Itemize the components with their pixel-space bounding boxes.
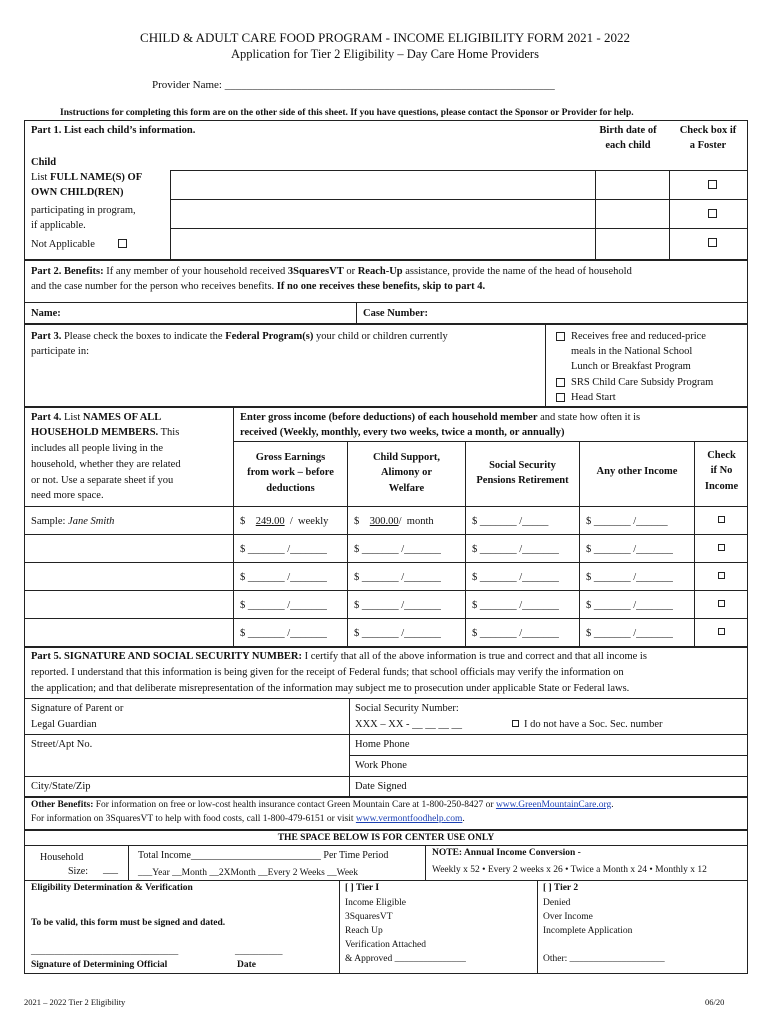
member-name-input-1[interactable] bbox=[25, 535, 233, 562]
center-line bbox=[425, 845, 426, 880]
part2-skip-note: If no one receives these benefits, skip to part 4. bbox=[276, 281, 486, 292]
p5-line bbox=[24, 734, 748, 735]
other-benefits-l1-end: . bbox=[611, 800, 614, 810]
member-4-income-col-1[interactable]: $ _______ /_______ bbox=[240, 628, 327, 639]
foster-checkbox-1[interactable] bbox=[708, 180, 717, 189]
part5-label: Part 5 bbox=[31, 651, 59, 662]
part2-3squares: 3SquaresVT bbox=[287, 266, 344, 277]
instructions-text: Instructions for completing this form are on the other side of this sheet. If you have questions, please contact the Sponsor or Provider for help. bbox=[60, 108, 634, 118]
p1-grid-line bbox=[669, 170, 670, 260]
part2-text-line1 bbox=[31, 265, 632, 278]
income-header-line1 bbox=[240, 411, 640, 424]
ssn-input[interactable]: XXX – XX - __ __ __ __ bbox=[355, 719, 463, 730]
part3-text1a: Please check the boxes to indicate the bbox=[61, 331, 226, 342]
part4-text-line1 bbox=[31, 411, 161, 424]
col-social-security-l1: Social Security bbox=[489, 460, 556, 471]
form-title: CHILD & ADULT CARE FOOD PROGRAM - INCOME ELIGIBILITY FORM 2021 - 2022 bbox=[140, 30, 630, 45]
official-signature-label: Signature of Determining Official bbox=[31, 960, 168, 970]
part4-household-members: HOUSEHOLD MEMBERS. bbox=[31, 427, 159, 438]
foster-header-l2: a Foster bbox=[689, 140, 727, 151]
school-meals-label-l1: Receives free and reduced-price bbox=[571, 331, 706, 342]
tier2-checkbox[interactable]: [ ] Tier 2 bbox=[543, 883, 579, 893]
home-phone-field[interactable]: Home Phone bbox=[355, 739, 410, 750]
other-benefits-l1: For information on free or low-cost health insurance contact Green Mountain Care at 1-800-250-8427 or bbox=[93, 800, 496, 810]
tier2-item: Incomplete Application bbox=[543, 926, 633, 936]
child-name-input-1[interactable] bbox=[171, 171, 595, 199]
srs-subsidy-label: SRS Child Care Subsidy Program bbox=[571, 377, 714, 388]
sample-no-income-checkbox bbox=[718, 516, 725, 523]
case-number-field[interactable]: Case Number: bbox=[363, 308, 429, 319]
center-use-banner: THE SPACE BELOW IS FOR CENTER USE ONLY bbox=[277, 833, 495, 843]
guardian-signature-l2: Legal Guardian bbox=[31, 719, 97, 730]
part2-text1c: or bbox=[343, 266, 358, 277]
guardian-signature-field[interactable] bbox=[25, 699, 349, 734]
col-social-security-l2: Pensions Retirement bbox=[476, 475, 569, 486]
city-state-zip-field[interactable]: City/State/Zip bbox=[31, 781, 91, 792]
slash: / bbox=[398, 516, 402, 527]
srs-subsidy-checkbox[interactable] bbox=[556, 378, 565, 387]
p4-row-line bbox=[24, 506, 748, 507]
sample-gross-earnings bbox=[240, 515, 328, 528]
footer-right: 06/20 bbox=[705, 997, 725, 1007]
sample-gross-value: 249.00 bbox=[255, 516, 285, 527]
part4-text-line5: or not. Use a separate sheet if you bbox=[31, 475, 174, 486]
green-mountain-care-link[interactable]: www.GreenMountainCare.org bbox=[495, 800, 612, 810]
child-label: Child bbox=[31, 157, 57, 168]
form-subtitle: Application for Tier 2 Eligibility – Day Care Home Providers bbox=[231, 47, 539, 61]
center-line bbox=[537, 880, 538, 974]
child-list-label bbox=[31, 171, 142, 184]
birth-date-header-l1: Birth date of bbox=[599, 125, 657, 136]
part2-label: Part 2. Benefits: bbox=[31, 266, 104, 277]
other-benefits-l2-end: . bbox=[462, 814, 465, 824]
official-date-label: Date bbox=[237, 960, 256, 970]
p1-grid-line bbox=[595, 170, 596, 260]
school-meals-checkbox[interactable] bbox=[556, 332, 565, 341]
sample-gross-frequency: weekly bbox=[298, 516, 329, 527]
p5-line bbox=[24, 776, 748, 777]
part4-text-a: List bbox=[61, 412, 83, 423]
official-date-line[interactable]: __________ bbox=[235, 947, 283, 957]
benefit-name-field[interactable]: Name: bbox=[31, 308, 61, 319]
part5-text-line3: the application; and that deliberate misrepresentation of the information may subject me to prosecution under applicable State or Federal laws. bbox=[31, 683, 630, 694]
member-name-input-4[interactable] bbox=[25, 619, 233, 646]
full-name-l1: FULL NAME(S) OF bbox=[49, 172, 143, 183]
col-no-income-l2: if No bbox=[710, 465, 733, 476]
school-meals-label-l2: meals in the National School bbox=[571, 346, 693, 357]
time-period-options[interactable]: ___Year __Month __2XMonth __Every 2 Weeks __Week bbox=[138, 868, 359, 878]
member-2-income-col-1[interactable]: $ _______ /_______ bbox=[240, 572, 327, 583]
total-income-field[interactable]: Total Income__________________________ Per Time Period bbox=[138, 850, 389, 861]
part4-text-d: This bbox=[158, 427, 180, 438]
part2-text2a: and the case number for the person who receives benefits. bbox=[31, 281, 277, 292]
part1-heading: Part 1. List each child’s information. bbox=[31, 125, 196, 136]
sample-name: Jane Smith bbox=[68, 516, 115, 527]
p4-header-line bbox=[233, 441, 748, 442]
col-no-income-l1: Check bbox=[707, 450, 736, 461]
part3-text-line2: participate in: bbox=[31, 346, 90, 357]
no-ssn-checkbox[interactable] bbox=[512, 720, 519, 727]
col-gross-earnings-l2: from work – before bbox=[247, 467, 334, 478]
sample-support-value: 300.00 bbox=[369, 516, 399, 527]
child-name-input-2[interactable] bbox=[171, 200, 595, 228]
p5-line bbox=[349, 698, 350, 797]
participating-text: participating in program, bbox=[31, 205, 136, 216]
not-applicable-label: Not Applicable bbox=[31, 239, 95, 250]
foster-header-l1: Check box if bbox=[679, 125, 737, 136]
tier2-other-field[interactable]: Other: ____________________ bbox=[543, 954, 665, 964]
member-1-income-col-2[interactable]: $ _______ /_______ bbox=[354, 544, 441, 555]
official-signature-line[interactable]: _______________________________ bbox=[31, 947, 179, 957]
other-benefits-label: Other Benefits: bbox=[31, 800, 94, 810]
part5-l1: I certify that all of the above information is true and correct and that all income is bbox=[302, 651, 647, 662]
part3-federal-programs: Federal Program(s) bbox=[225, 331, 314, 342]
head-start-label: Head Start bbox=[571, 392, 616, 403]
sample-support-frequency: month bbox=[406, 516, 434, 527]
validity-note: To be valid, this form must be signed and dated. bbox=[31, 918, 226, 928]
member-2-no-income-checkbox[interactable] bbox=[718, 572, 725, 579]
col-gross-earnings-l3: deductions bbox=[266, 483, 315, 494]
member-1-no-income-checkbox[interactable] bbox=[718, 544, 725, 551]
part3-text1c: your child or children currently bbox=[313, 331, 448, 342]
part2-reachup: Reach-Up bbox=[357, 266, 403, 277]
col-child-support-l2: Alimony or bbox=[380, 467, 433, 478]
tier2-item: Denied bbox=[543, 898, 571, 908]
center-line bbox=[24, 880, 748, 881]
work-phone-field[interactable]: Work Phone bbox=[355, 760, 407, 771]
part4-text-line6: need more space. bbox=[31, 490, 104, 501]
member-3-income-col-2[interactable]: $ _______ /_______ bbox=[354, 600, 441, 611]
col-other-income: Any other Income bbox=[596, 466, 678, 477]
p5-line bbox=[349, 755, 748, 756]
foster-checkbox-3[interactable] bbox=[708, 238, 717, 247]
tier1-checkbox[interactable]: [ ] Tier I bbox=[345, 883, 380, 893]
date-signed-field[interactable]: Date Signed bbox=[355, 781, 407, 792]
sample-label: Sample: bbox=[31, 516, 69, 527]
part4-names-all: NAMES OF ALL bbox=[82, 412, 162, 423]
child-name-input-3[interactable] bbox=[171, 229, 595, 259]
p2-divider bbox=[356, 302, 357, 324]
part2-text1e: assistance, provide the name of the head of household bbox=[402, 266, 632, 277]
tier1-item: Income Eligible bbox=[345, 898, 406, 908]
member-4-income-col-2[interactable]: $ _______ /_______ bbox=[354, 628, 441, 639]
income-header-l1a: Enter gross income (before deductions) of each household member bbox=[240, 412, 538, 423]
dollar-sign: $ bbox=[240, 516, 246, 527]
foster-checkbox-2[interactable] bbox=[708, 209, 717, 218]
p3-divider bbox=[545, 324, 546, 407]
household-size-l1: Household bbox=[40, 852, 84, 863]
tier1-item: Verification Attached bbox=[345, 940, 426, 950]
part4-label: Part 4. bbox=[31, 412, 62, 423]
part4-text-line4: household, whether they are related bbox=[31, 459, 181, 470]
sample-social-security: $ _______ /_____ bbox=[472, 516, 549, 527]
member-1-income-col-4[interactable]: $ _______ /_______ bbox=[586, 544, 673, 555]
other-benefits-line2 bbox=[31, 813, 465, 826]
income-header-l1b: and state how often it is bbox=[537, 412, 641, 423]
household-size-input[interactable]: ___ bbox=[103, 864, 118, 875]
household-size-l2: Size: bbox=[68, 866, 88, 877]
slash: / bbox=[289, 516, 293, 527]
part4-text-line2 bbox=[31, 426, 179, 439]
part5-text-line2: reported. I understand that this information is being given for the receipt of Federal funds; that school officials may verify the information on bbox=[31, 667, 624, 678]
ssn-label: Social Security Number: bbox=[355, 703, 459, 714]
footer-left: 2021 – 2022 Tier 2 Eligibility bbox=[24, 997, 126, 1007]
list-prefix: List bbox=[31, 172, 50, 183]
other-benefits-l2: For information on 3SquaresVT to help with food costs, call 1-800-479-6151 or visit bbox=[31, 814, 356, 824]
part5-text-line1 bbox=[31, 650, 647, 663]
sample-row-label bbox=[31, 515, 114, 528]
member-3-income-col-3[interactable]: $ _______ /_______ bbox=[472, 600, 559, 611]
member-name-input-3[interactable] bbox=[25, 591, 233, 618]
birth-date-header-l2: each child bbox=[605, 140, 651, 151]
member-name-input-2[interactable] bbox=[25, 563, 233, 590]
member-2-income-col-2[interactable]: $ _______ /_______ bbox=[354, 572, 441, 583]
member-2-income-col-4[interactable]: $ _______ /_______ bbox=[586, 572, 673, 583]
full-name-l2: OWN CHILD(REN) bbox=[31, 187, 124, 198]
p2-divider bbox=[24, 302, 748, 303]
member-4-income-col-4[interactable]: $ _______ /_______ bbox=[586, 628, 673, 639]
tier1-item: 3SquaresVT bbox=[345, 912, 393, 922]
no-ssn-label: I do not have a Soc. Sec. number bbox=[524, 719, 663, 730]
center-line bbox=[128, 845, 129, 880]
street-address-field[interactable]: Street/Apt No. bbox=[31, 739, 93, 750]
school-meals-label-l3: Lunch or Breakfast Program bbox=[571, 361, 691, 372]
not-applicable-checkbox[interactable] bbox=[118, 239, 127, 248]
conversion-note-text: Weekly x 52 • Every 2 weeks x 26 • Twice a Month x 24 • Monthly x 12 bbox=[432, 865, 707, 875]
member-3-income-col-1[interactable]: $ _______ /_______ bbox=[240, 600, 327, 611]
income-header-line2: received (Weekly, monthly, every two weeks, twice a month, or annually) bbox=[240, 427, 565, 438]
center-line bbox=[24, 845, 748, 846]
center-line bbox=[339, 880, 340, 974]
part5-heading: . SIGNATURE AND SOCIAL SECURITY NUMBER: bbox=[58, 651, 302, 662]
conversion-note-title: NOTE: Annual Income Conversion - bbox=[432, 848, 581, 858]
part3-text-line1 bbox=[31, 330, 448, 343]
member-4-income-col-3[interactable]: $ _______ /_______ bbox=[472, 628, 559, 639]
member-3-no-income-checkbox[interactable] bbox=[718, 600, 725, 607]
sample-other-income: $ _______ /______ bbox=[586, 516, 668, 527]
col-child-support-l3: Welfare bbox=[388, 483, 425, 494]
tier1-approved-field[interactable]: & Approved _______________ bbox=[345, 954, 466, 964]
col-no-income-l3: Income bbox=[704, 481, 739, 492]
member-3-income-col-4[interactable]: $ _______ /_______ bbox=[586, 600, 673, 611]
sample-child-support bbox=[354, 515, 434, 528]
head-start-checkbox[interactable] bbox=[556, 393, 565, 402]
tier2-item: Over Income bbox=[543, 912, 593, 922]
guardian-signature-l1: Signature of Parent or bbox=[31, 703, 124, 714]
dollar-sign: $ bbox=[354, 516, 360, 527]
vermont-food-help-link[interactable]: www.vermontfoodhelp.com bbox=[355, 814, 463, 824]
member-1-income-col-1[interactable]: $ _______ /_______ bbox=[240, 544, 327, 555]
if-applicable-text: if applicable. bbox=[31, 220, 86, 231]
member-2-income-col-3[interactable]: $ _______ /_______ bbox=[472, 572, 559, 583]
col-gross-earnings-l1: Gross Earnings bbox=[255, 452, 326, 463]
member-4-no-income-checkbox[interactable] bbox=[718, 628, 725, 635]
member-1-income-col-3[interactable]: $ _______ /_______ bbox=[472, 544, 559, 555]
part3-label: Part 3. bbox=[31, 331, 62, 342]
tier1-item: Reach Up bbox=[345, 926, 383, 936]
provider-name-field[interactable]: Provider Name: ____________________________________________________________ bbox=[152, 79, 555, 91]
part4-text-line3: includes all people living in the bbox=[31, 443, 164, 454]
p4-col-line bbox=[233, 407, 234, 647]
col-child-support-l1: Child Support, bbox=[372, 452, 441, 463]
part2-text1a: If any member of your household received bbox=[103, 266, 288, 277]
part2-text-line2 bbox=[31, 280, 485, 293]
other-benefits-line1 bbox=[31, 799, 614, 812]
determination-label: Eligibility Determination & Verification bbox=[31, 883, 193, 893]
